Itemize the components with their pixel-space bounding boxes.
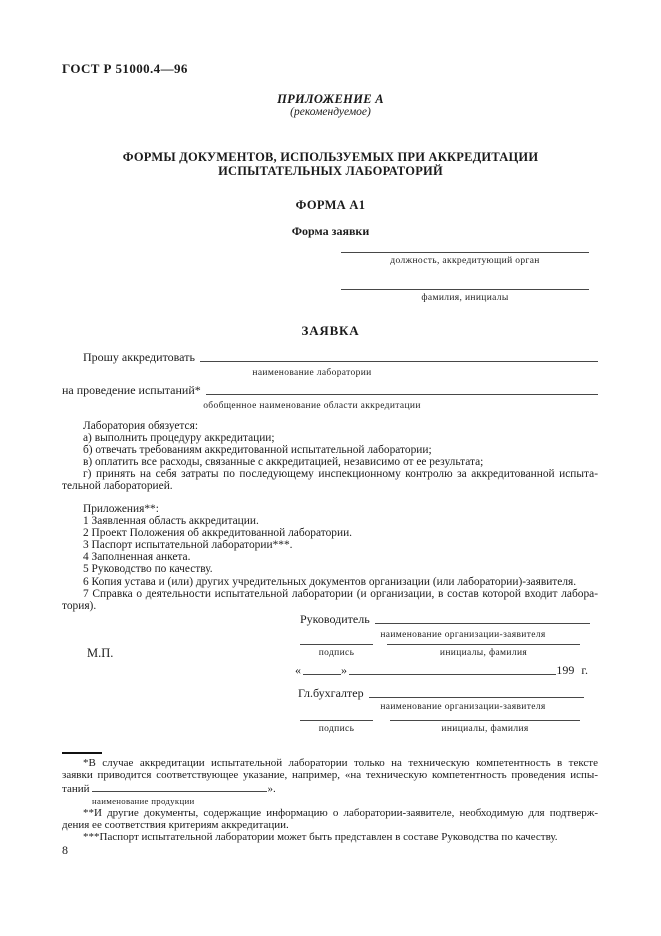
footnote-3: ***Паспорт испытательной лаборатории может быть представлен в составе Руководства по качеству.	[83, 831, 558, 844]
doc-code: ГОСТ Р 51000.4—96	[62, 61, 188, 76]
attachment-item-6: 6 Копия устава и (или) других учредительных документов организации (или лаборатории)-заявителя.	[83, 575, 577, 588]
head-signature-row	[300, 612, 590, 626]
accountant-sign-caption: подпись	[318, 724, 355, 734]
form-code: ФОРМА А1	[295, 198, 366, 212]
blank-line-head-sign	[300, 644, 373, 645]
obligation-item-v: в) оплатить все расходы, связанные с аккредитацией, независимо от ее результата;	[83, 456, 484, 469]
attachment-item-5: 5 Руководство по качеству.	[83, 563, 213, 576]
head-sign-caption: подпись	[318, 648, 355, 658]
footnote-1-line1: *В случае аккредитации испытательной лаборатории только на техническую компетентность в тексте	[83, 757, 598, 769]
footnote-1-line2: заявки приводится соответствующее указание, например, «на техническую компетентность проведения испы-	[62, 769, 598, 782]
year-prefix: 199	[556, 663, 575, 677]
blank-line-head-name	[387, 644, 580, 645]
blank-line-accountant-sign	[300, 720, 373, 721]
footnotes-section	[62, 757, 598, 843]
open-quote: «	[295, 663, 301, 677]
footnote-2-line2: дения ее соответствия критериям аккредитации.	[62, 818, 289, 831]
appendix-label: ПРИЛОЖЕНИЕ А	[277, 92, 384, 106]
blank-line-approver-name	[341, 289, 589, 290]
blank-line-laboratory-name	[200, 361, 598, 362]
footnote-1-line3-prefix: таний	[62, 783, 90, 796]
main-title-line1: ФОРМЫ ДОКУМЕНТОВ, ИСПОЛЬЗУЕМЫХ ПРИ АККРЕДИТАЦИИ	[122, 150, 539, 164]
attachment-item-2: 2 Проект Положения об аккредитованной лаборатории.	[83, 527, 353, 540]
date-row	[295, 663, 588, 677]
obligation-item-a: а) выполнить процедуру аккредитации;	[83, 432, 275, 445]
appendix-note: (рекомендуемое)	[290, 106, 371, 118]
approver-name-caption: фамилия, инициалы	[421, 293, 509, 303]
request-label: Прошу аккредитовать	[83, 350, 195, 364]
scope-field-row	[62, 383, 598, 397]
request-field-row	[83, 350, 598, 364]
accountant-label: Гл.бухгалтер	[298, 686, 364, 700]
accountant-signature-row	[298, 686, 584, 700]
obligation-item-g: г) принять на себя затраты по последующему инспекционному контролю за аккредитованной испыта-	[83, 468, 598, 481]
obligations-intro: Лаборатория обязуется:	[83, 420, 199, 432]
attachment-item-4: 4 Заполненная анкета.	[83, 551, 191, 564]
footnote-2-line1: **И другие документы, содержащие информацию о лаборатории-заявителе, необходимую для подтверж-	[83, 806, 598, 819]
stamp-place: М.П.	[87, 646, 114, 660]
page-number: 8	[62, 843, 68, 857]
footnote-1-line3-suffix: ».	[267, 783, 276, 796]
obligation-item-b: б) отвечать требованиям аккредитованной испытательной лаборатории;	[83, 444, 432, 457]
scope-label: на проведение испытаний*	[62, 383, 201, 397]
blank-line-accountant-name	[390, 720, 580, 721]
blank-line-product-name	[92, 781, 267, 792]
year-suffix: г.	[581, 663, 588, 677]
application-heading: ЗАЯВКА	[301, 323, 360, 338]
attachments-intro: Приложения**:	[83, 503, 159, 515]
accountant-org-caption: наименование организации-заявителя	[380, 702, 546, 712]
attachment-item-3: 3 Паспорт испытательной лаборатории***.	[83, 539, 293, 552]
head-label: Руководитель	[300, 612, 370, 626]
obligations-section	[62, 420, 598, 493]
accountant-name-caption: инициалы, фамилия	[441, 724, 529, 734]
attachments-section	[62, 503, 598, 612]
accreditation-scope-caption: обобщенное наименование области аккредитации	[203, 401, 421, 411]
blank-line-head-org	[375, 623, 590, 624]
blank-line-day	[303, 674, 341, 675]
attachment-item-1: 1 Заявленная область аккредитации.	[83, 515, 259, 528]
footnote-1-line3	[62, 781, 598, 795]
position-caption: должность, аккредитующий орган	[390, 256, 540, 266]
main-title-line2: ИСПЫТАТЕЛЬНЫХ ЛАБОРАТОРИЙ	[218, 164, 443, 178]
head-org-caption: наименование организации-заявителя	[380, 630, 546, 640]
footnote-separator	[62, 752, 102, 754]
product-name-caption: наименование продукции	[92, 795, 195, 806]
head-name-caption: инициалы, фамилия	[439, 648, 528, 658]
blank-line-accountant-org	[369, 697, 584, 698]
laboratory-name-caption: наименование лаборатории	[252, 368, 372, 378]
attachment-item-7-continuation: тория).	[62, 599, 97, 612]
obligation-item-g-continuation: тельной лабораторией.	[62, 480, 173, 493]
close-quote: »	[341, 663, 347, 677]
attachment-item-7: 7 Справка о деятельности испытательной лаборатории (и организации, в состав которой входит лабора-	[83, 587, 598, 600]
blank-line-position	[341, 252, 589, 253]
blank-line-accreditation-scope	[206, 394, 598, 395]
form-title: Форма заявки	[291, 224, 370, 238]
blank-line-month	[349, 674, 556, 675]
